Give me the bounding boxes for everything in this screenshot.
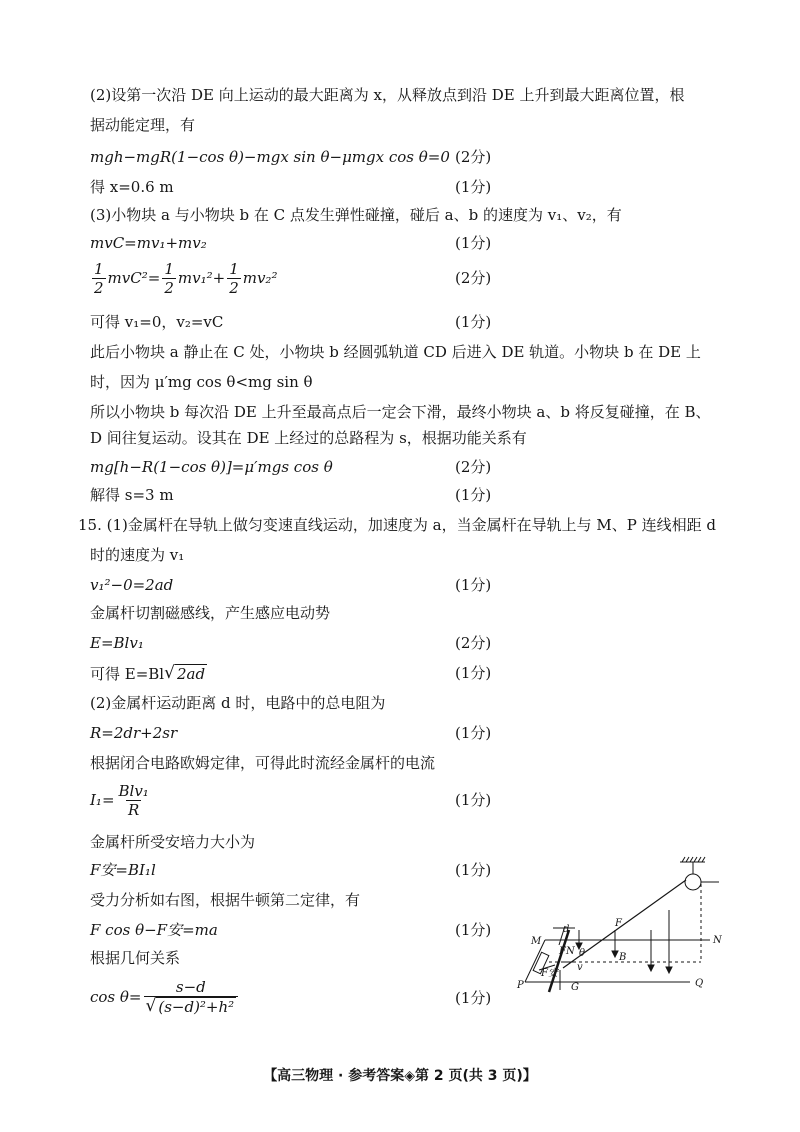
text-line: 此后小物块 a 静止在 C 处，小物块 b 经圆弧轨道 CD 后进入 DE 轨道。小物块 b 在 DE 上 — [90, 343, 701, 361]
label-theta: θ — [579, 948, 586, 959]
text-line: 金属杆切割磁感线，产生感应电动势 — [90, 604, 331, 622]
cos-equation: cos θ= s−d √ (s−d)²+h² — [90, 975, 240, 1019]
current-equation: I₁= $\frac{\text{Blv₁}}{R}$ — [90, 781, 149, 819]
text-line: 时的速度为 v₁ — [90, 546, 185, 564]
metal-rod — [549, 930, 569, 992]
text-line: D 间往复运动。设其在 DE 上经过的总路程为 s，根据功能关系有 — [90, 429, 527, 447]
label-B: B — [619, 952, 627, 963]
equation-line: mvC=mv₁+mv₂ — [90, 234, 207, 252]
equation-line: F安=BI₁l — [90, 861, 156, 879]
score: (1分) — [455, 313, 492, 331]
sqrt: √ (s−d)²+h² — [145, 996, 235, 1016]
label-FN: FN — [559, 946, 575, 957]
equation-line: v₁²−0=2ad — [90, 576, 174, 594]
score: (1分) — [455, 178, 492, 196]
text-line: 可得 v₁=0，v₂=vC — [90, 313, 224, 331]
text-line: 受力分析如右图，根据牛顿第二定律，有 — [90, 891, 361, 909]
label-G: G — [571, 982, 579, 993]
equation-line: mg[h−R(1−cos θ)]=μ′mgs cos θ — [90, 458, 333, 476]
score: (1分) — [455, 791, 492, 809]
score: (1分) — [455, 921, 492, 939]
score: (1分) — [455, 234, 492, 252]
label-M: M — [531, 936, 542, 947]
score: (1分) — [455, 724, 492, 742]
fraction-half: $\frac{1}{2}$ — [94, 259, 104, 297]
label-v: v — [577, 962, 583, 973]
sqrt: √ 2ad — [164, 662, 206, 683]
text-line: 得 x=0.6 m — [90, 178, 174, 196]
text-line: 所以小物块 b 每次沿 DE 上升至最高点后一定会下滑，最终小物块 a、b 将反复碰撞，在 B、 — [90, 403, 711, 421]
fraction: $\frac{\text{Blv₁}}{R}$ — [118, 781, 149, 819]
force-diagram — [515, 850, 735, 1005]
label-P: P — [517, 980, 524, 991]
score: (1分) — [455, 486, 492, 504]
equation-line: F cos θ−F安=ma — [90, 921, 218, 939]
text-line: 时，因为 μ′mg cos θ<mg sin θ — [90, 373, 313, 391]
score: (2分) — [455, 148, 492, 166]
score: (2分) — [455, 458, 492, 476]
text-line: 据动能定理，有 — [90, 116, 196, 134]
fraction-half: $\frac{1}{2}$ — [229, 259, 239, 297]
question-15-line: 15. (1)金属杆在导轨上做匀变速直线运动，加速度为 a，当金属杆在导轨上与 M、P 连线相距 d — [78, 516, 716, 534]
label-N: N — [713, 935, 722, 946]
score: (1分) — [455, 576, 492, 594]
label-Q: Q — [695, 978, 704, 989]
text-line: 根据几何关系 — [90, 949, 181, 967]
energy-equation: $\frac{1}{2}$ mvC² = $\frac{1}{2}$ mv₁² + $\frac{1}{2}$ mv₂² — [94, 259, 278, 297]
equation-line: R=2dr+2sr — [90, 724, 178, 742]
label-F: F — [615, 918, 622, 929]
text-line: (2)设第一次沿 DE 向上运动的最大距离为 x，从释放点到沿 DE 上升到最大距离位置，根 — [90, 86, 685, 104]
equation-line: E=Blv₁ — [90, 634, 144, 652]
text-line: (2)金属杆运动距离 d 时，电路中的总电阻为 — [90, 694, 386, 712]
score: (1分) — [455, 861, 492, 879]
score: (1分) — [455, 664, 492, 682]
pulley — [685, 874, 701, 890]
ceiling-hatch — [682, 857, 705, 862]
emf-equation: 可得 E=Bl √ 2ad — [90, 662, 206, 683]
score: (2分) — [455, 269, 492, 287]
equation-line: mgh−mgR(1−cos θ)−mgx sin θ−μmgx cos θ=0 — [90, 148, 450, 166]
text-line: (3)小物块 a 与小物块 b 在 C 点发生弹性碰撞，碰后 a、b 的速度为 v₁、v₂，有 — [90, 206, 622, 224]
label-F-an: F安 — [541, 968, 558, 979]
score: (1分) — [455, 989, 492, 1007]
page-footer: 【高三物理 · 参考答案◈第 2 页(共 3 页)】 — [263, 1068, 537, 1084]
fraction: s−d √ (s−d)²+h² — [144, 978, 239, 1016]
text-line: 金属杆所受安培力大小为 — [90, 833, 256, 851]
text-line: 根据闭合电路欧姆定律，可得此时流经金属杆的电流 — [90, 754, 436, 772]
text-line: 解得 s=3 m — [90, 486, 174, 504]
score: (2分) — [455, 634, 492, 652]
fraction-half: $\frac{1}{2}$ — [164, 259, 174, 297]
label-d: d — [563, 924, 570, 935]
